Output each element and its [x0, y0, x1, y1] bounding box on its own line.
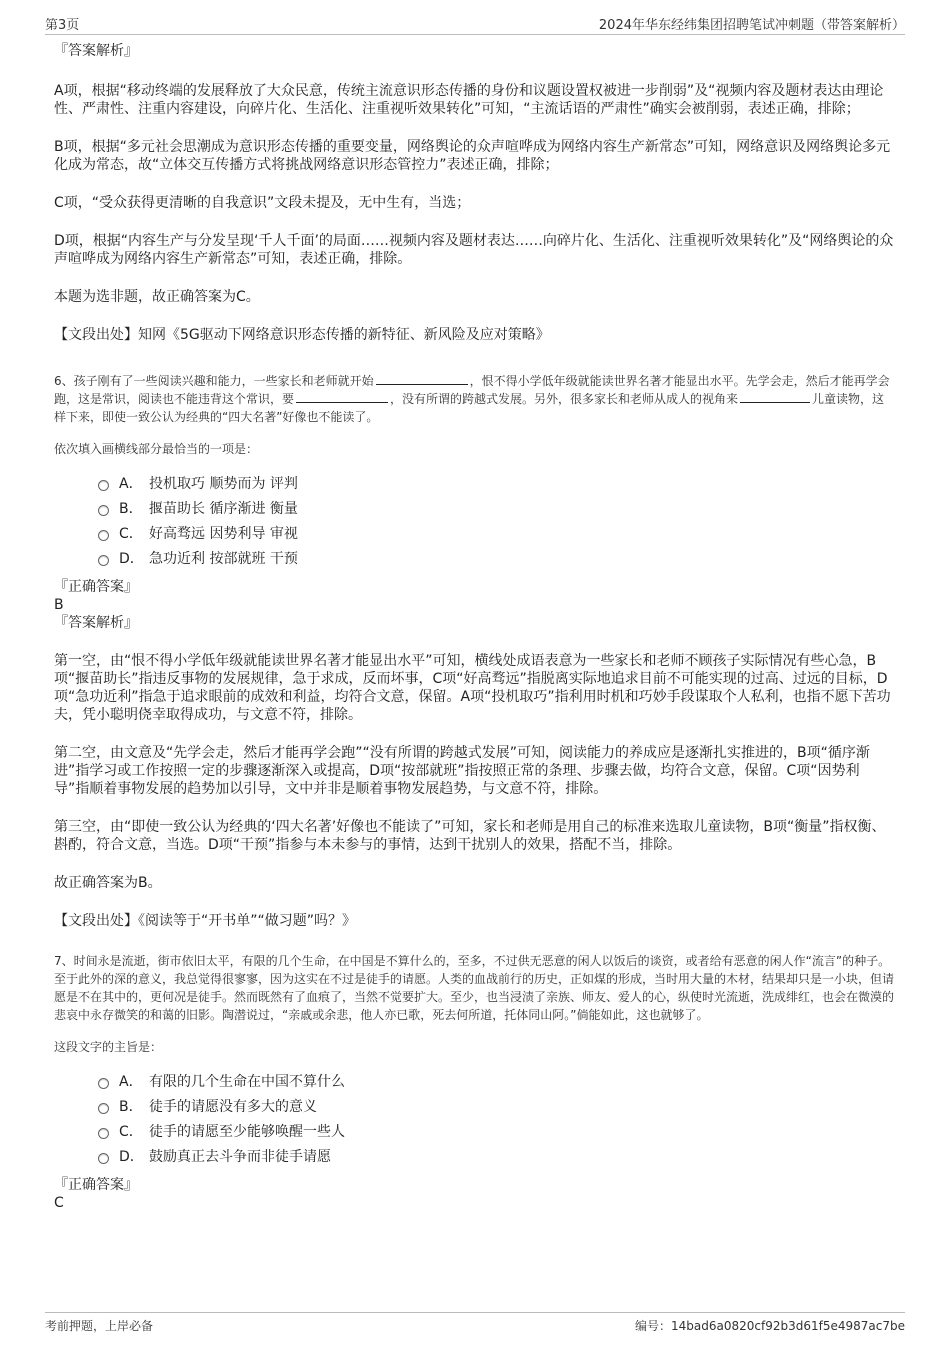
q5-analysis-b: B项，根据“多元社会思潮成为意识形态传播的重要变量，网络舆论的众声喧哗成为网络内容生产新常态”可知，网络意识及网络舆论多元化成为常态，故“立体交互传播方式将挑战网络意识形态管控力”表述正确，排除；	[54, 139, 891, 173]
q6-prompt: 依次填入画横线部分最恰当的一项是：	[54, 442, 259, 456]
q7-option-d[interactable]: D． 鼓励真正去斗争而非徒手请愿	[98, 1145, 894, 1170]
q6-option-d[interactable]: D． 急功近利 按部就班 干预	[98, 547, 894, 572]
radio-icon[interactable]	[98, 480, 109, 491]
radio-icon[interactable]	[98, 1153, 109, 1164]
radio-icon[interactable]	[98, 505, 109, 516]
document-title: 2024年华东经纬集团招聘笔试冲刺题（带答案解析）	[598, 18, 905, 33]
q5-source: 【文段出处】知网《5G驱动下网络意识形态传播的新特征、新风险及应对策略》	[54, 327, 550, 343]
q5-analysis-a: A项，根据“移动终端的发展释放了大众民意，传统主流意识形态传播的身份和议题设置权被进一步削弱”及“视频内容及题材表达由理论性、严肃性、注重内容建设，向碎片化、生活化、注重视听效果转化”可知，“主流话语的严肃性”确实会被削弱，表述正确，排除；	[54, 83, 884, 117]
q5-analysis-heading: 『答案解析』	[54, 43, 138, 59]
q5-analysis-c: C项，“受众获得更清晰的自我意识”文段未提及，无中生有，当选；	[54, 195, 471, 211]
q6-blank-2	[296, 390, 388, 403]
q6-blank-3	[740, 390, 810, 403]
page-content	[54, 42, 894, 1212]
q7-options	[98, 1070, 894, 1170]
q6-analysis-3: 第三空，由“即使一致公认为经典的‘四大名著’好像也不能读了”可知，家长和老师是用自己的标准来选取儿童读物，B项“衡量”指权衡、斟酌，符合文意，当选。D项“干预”指参与本未参与的事情，达到干扰别人的效果，搭配不当，排除。	[54, 819, 886, 853]
q6-blank-1	[376, 372, 468, 385]
document-id: 编号：14bad6a0820cf92b3d61f5e4987ac7be	[635, 1319, 905, 1333]
q5-conclusion: 本题为选非题，故正确答案为C。	[54, 289, 260, 305]
q7-answer-heading: 『正确答案』	[54, 1177, 138, 1193]
q7-answer: C	[54, 1195, 64, 1211]
radio-icon[interactable]	[98, 530, 109, 541]
page-header	[45, 14, 905, 35]
q6-analysis-1: 第一空，由“恨不得小学低年级就能读世界名著才能显出水平”可知，横线处成语表意为一些家长和老师不顾孩子实际情况有些心急，B项“揠苗助长”指违反事物的发展规律，急于求成，反而坏事，C项“好高骛远”指脱离实际地追求目前不可能实现的过高、过远的目标，D项“急功近利”指急于追求眼前的成效和利益，均符合文意，保留。A项“投机取巧”指利用时机和巧妙手段谋取个人私利，也指不愿下苦功夫，凭小聪明侥幸取得成功，与文意不符，排除。	[54, 653, 891, 723]
q6-option-a[interactable]: A． 投机取巧 顺势而为 评判	[98, 472, 894, 497]
q6-stem: 6、孩子刚有了一些阅读兴趣和能力，一些家长和老师就开始 ，恨不得小学低年级就能读世界名著才能显出水平。先学会走，然后才能再学会跑，这是常识，阅读也不能违背这个常识，要 ，没有所谓的跨越式发展。另外，很多家长和老师从成人的视角来 儿童读物，这样下来，即使一致公认为经典的“四大名著”好像也不能读了。	[54, 374, 890, 424]
radio-icon[interactable]	[98, 1078, 109, 1089]
q6-options	[98, 472, 894, 572]
radio-icon[interactable]	[98, 555, 109, 566]
q7-option-a[interactable]: A． 有限的几个生命在中国不算什么	[98, 1070, 894, 1095]
q5-analysis-d: D项，根据“内容生产与分发呈现‘千人千面’的局面……视频内容及题材表达……向碎片化、生活化、注重视听效果转化”及“网络舆论的众声喧哗成为网络内容生产新常态”可知，表述正确，排除。	[54, 233, 894, 267]
q6-option-b[interactable]: B． 揠苗助长 循序渐进 衡量	[98, 497, 894, 522]
q6-source: 【文段出处】《阅读等于“开书单”“做习题”吗？》	[54, 913, 357, 929]
q6-analysis-2: 第二空，由文意及“先学会走，然后才能再学会跑”“没有所谓的跨越式发展”可知，阅读能力的养成应是逐渐扎实推进的，B项“循序渐进”指学习或工作按照一定的步骤逐渐深入或提高，D项“按部就班”指按照正常的条理、步骤去做，均符合文意，保留。C项“因势利导”指顺着事物发展的趋势加以引导，文中并非是顺着事物发展趋势，与文意不符，排除。	[54, 745, 870, 797]
radio-icon[interactable]	[98, 1103, 109, 1114]
radio-icon[interactable]	[98, 1128, 109, 1139]
q6-answer: B	[54, 597, 64, 613]
q7-option-b[interactable]: B． 徒手的请愿没有多大的意义	[98, 1095, 894, 1120]
q6-analysis-heading: 『答案解析』	[54, 615, 138, 631]
q6-conclusion: 故正确答案为B。	[54, 875, 162, 891]
q7-stem: 7、时间永是流逝，街市依旧太平，有限的几个生命，在中国是不算什么的，至多，不过供无恶意的闲人以饭后的谈资，或者给有恶意的闲人作“流言”的种子。至于此外的深的意义，我总觉得很寥寥，因为这实在不过是徒手的请愿。人类的血战前行的历史，正如煤的形成，当时用大量的木材，结果却只是一小块，但请愿是不在其中的，更何况是徒手。然而既然有了血痕了，当然不觉要扩大。至少，也当浸渍了亲族、师友、爱人的心，纵使时光流逝，洗成绯红，也会在微漠的悲哀中永存微笑的和蔼的旧影。陶潜说过，“亲戚或余悲，他人亦已歌，死去何所道，托体同山阿。”倘能如此，这也就够了。	[54, 954, 895, 1022]
page-number: 第3页	[45, 18, 80, 33]
q7-prompt: 这段文字的主旨是：	[54, 1040, 163, 1054]
q7-option-c[interactable]: C． 徒手的请愿至少能够唤醒一些人	[98, 1120, 894, 1145]
page-footer	[45, 1312, 905, 1336]
q6-answer-heading: 『正确答案』	[54, 579, 138, 595]
q6-option-c[interactable]: C． 好高骛远 因势利导 审视	[98, 522, 894, 547]
footer-slogan: 考前押题，上岸必备	[45, 1319, 154, 1333]
